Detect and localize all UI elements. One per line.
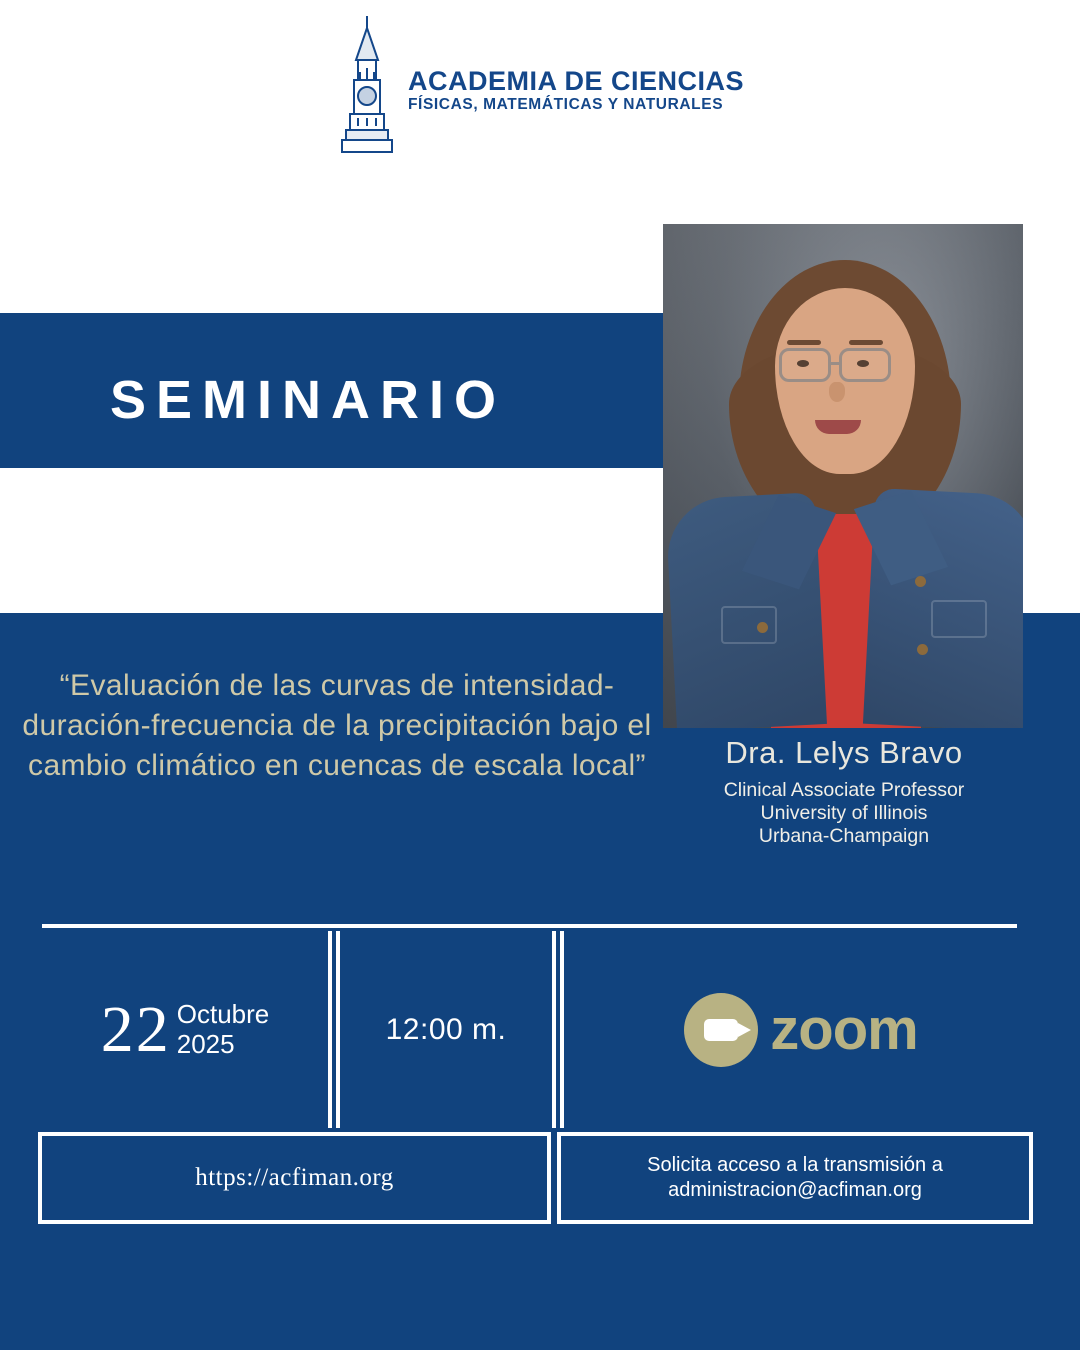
portrait-glasses-right: [839, 348, 891, 382]
brand-line1: ACADEMIA DE CIENCIAS: [407, 65, 745, 96]
brand-logo: [0, 14, 1080, 166]
website-url[interactable]: https://acfiman.org: [195, 1164, 394, 1191]
seminario-label: SEMINARIO: [110, 370, 507, 430]
event-year: 2025: [176, 1028, 235, 1059]
info-divider: [42, 924, 1017, 928]
event-time-text: 12:00 m.: [385, 1012, 507, 1046]
event-platform: [560, 931, 1038, 1128]
speaker-info: [663, 735, 1025, 848]
portrait-brow-right: [849, 340, 883, 345]
platform-name: zoom: [770, 997, 918, 1062]
portrait-pocket-left: [721, 606, 777, 644]
access-line-2[interactable]: administracion@acfiman.org: [668, 1179, 922, 1201]
website-link-box[interactable]: [38, 1132, 551, 1224]
brand-text: [408, 67, 744, 114]
portrait-glasses-bridge: [831, 362, 841, 365]
event-month: Octubre: [176, 999, 270, 1030]
portrait-button-1: [915, 576, 926, 587]
speaker-affiliation-line-1: Clinical Associate Professor: [723, 779, 965, 801]
info-row: [42, 931, 1038, 1128]
brand-line2: FÍSICAS, MATEMÁTICAS Y NATURALES: [407, 96, 724, 114]
speaker-affiliation-line-3: Urbana-Champaign: [758, 825, 930, 847]
portrait-pocket-right: [931, 600, 987, 638]
access-info-box[interactable]: [557, 1132, 1033, 1224]
portrait-brow-left: [787, 340, 821, 345]
event-time: [336, 931, 556, 1128]
portrait-nose: [829, 382, 845, 402]
speaker-affiliation-line-2: University of Illinois: [760, 802, 928, 824]
speaker-portrait: [663, 224, 1023, 728]
cathedral-tower-icon: [336, 14, 398, 166]
bottom-strip: [0, 1318, 1080, 1350]
access-line-1: Solicita acceso a la transmisión a: [647, 1154, 943, 1176]
portrait-glasses-left: [779, 348, 831, 382]
speaker-name: Dra. Lelys Bravo: [725, 735, 963, 770]
portrait-button-2: [917, 644, 928, 655]
video-camera-icon: [684, 993, 758, 1067]
portrait-button-3: [757, 622, 768, 633]
portrait-mouth: [815, 420, 861, 434]
event-date: [42, 931, 332, 1128]
talk-title: “Evaluación de las curvas de intensidad-duración-frecuencia de la precipitación bajo el cambio climático en cuencas de escala local”: [22, 669, 652, 782]
event-day: 22: [100, 992, 171, 1066]
